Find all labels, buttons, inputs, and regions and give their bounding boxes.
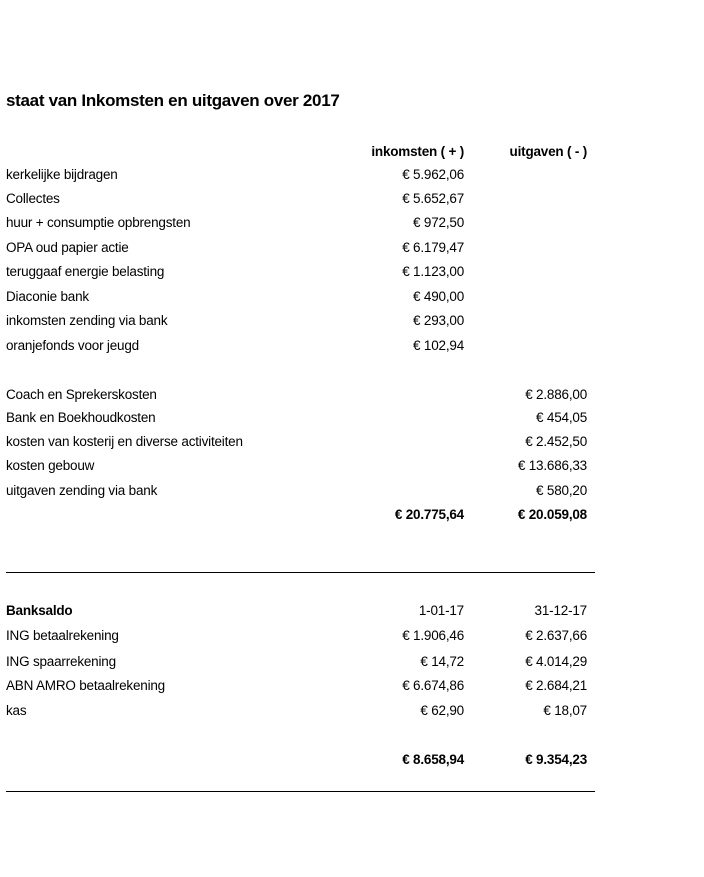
income-amount: € 293,00 [413,313,464,328]
income-amount: € 1.123,00 [402,264,464,279]
expense-amount: € 2.452,50 [525,434,587,449]
income-column-header: inkomsten ( + ) [371,144,464,159]
document-title: staat van Inkomsten en uitgaven over 2017 [6,91,340,110]
income-amount: € 972,50 [413,215,464,230]
income-row [0,211,704,235]
bank-header-row [0,599,704,623]
bank-balance-start: € 14,72 [420,654,464,669]
bank-balance-start: € 6.674,86 [402,678,464,693]
income-amount: € 6.179,47 [402,240,464,255]
bank-date-start: 1-01-17 [418,603,464,618]
bank-total-start: € 8.658,94 [402,752,464,767]
expense-row [0,479,704,503]
expense-amount: € 2.886,00 [525,387,587,402]
income-row [0,163,704,187]
column-header-row [0,140,704,164]
row-label: huur + consumptie opbrengsten [6,215,191,230]
bank-account-label: kas [6,703,27,718]
bank-row [0,699,704,723]
row-label: Coach en Sprekerskosten [6,387,157,402]
income-total: € 20.775,64 [394,507,464,522]
expense-amount: € 13.686,33 [517,458,587,473]
bank-balance-end: € 4.014,29 [525,654,587,669]
income-row [0,334,704,358]
divider-line [6,791,595,792]
bank-account-label: ABN AMRO betaalrekening [6,678,165,693]
expense-amount: € 580,20 [536,483,587,498]
income-amount: € 5.652,67 [402,191,464,206]
expense-row [0,406,704,430]
row-label: Collectes [6,191,60,206]
bank-balance-end: € 2.684,21 [525,678,587,693]
row-label: Diaconie bank [6,289,89,304]
totals-row [0,503,704,527]
row-label: oranjefonds voor jeugd [6,338,139,353]
expense-amount: € 454,05 [536,410,587,425]
bank-totals-row [0,748,704,772]
income-row [0,309,704,333]
row-label: Bank en Boekhoudkosten [6,410,156,425]
expenses-column-header: uitgaven ( - ) [509,144,587,159]
income-row [0,260,704,284]
row-label: teruggaaf energie belasting [6,264,165,279]
divider-line [6,572,595,573]
bank-date-end: 31-12-17 [534,603,587,618]
expense-row [0,430,704,454]
bank-balance-start: € 1.906,46 [402,628,464,643]
row-label: uitgaven zending via bank [6,483,158,498]
income-amount: € 490,00 [413,289,464,304]
income-amount: € 102,94 [413,338,464,353]
bank-row [0,624,704,648]
income-row [0,236,704,260]
row-label: OPA oud papier actie [6,240,129,255]
expense-row [0,454,704,478]
expenses-total: € 20.059,08 [517,507,587,522]
bank-total-end: € 9.354,23 [525,752,587,767]
income-row [0,285,704,309]
bank-balance-end: € 18,07 [543,703,587,718]
income-row [0,187,704,211]
expense-row [0,383,704,407]
row-label: kosten van kosterij en diverse activiteiten [6,434,243,449]
bank-account-label: ING betaalrekening [6,628,119,643]
bank-balance-end: € 2.637,66 [525,628,587,643]
bank-section-heading: Banksaldo [6,603,73,618]
income-amount: € 5.962,06 [402,167,464,182]
bank-row [0,674,704,698]
bank-balance-start: € 62,90 [420,703,464,718]
bank-account-label: ING spaarrekening [6,654,116,669]
row-label: inkomsten zending via bank [6,313,168,328]
bank-row [0,650,704,674]
row-label: kerkelijke bijdragen [6,167,118,182]
row-label: kosten gebouw [6,458,95,473]
